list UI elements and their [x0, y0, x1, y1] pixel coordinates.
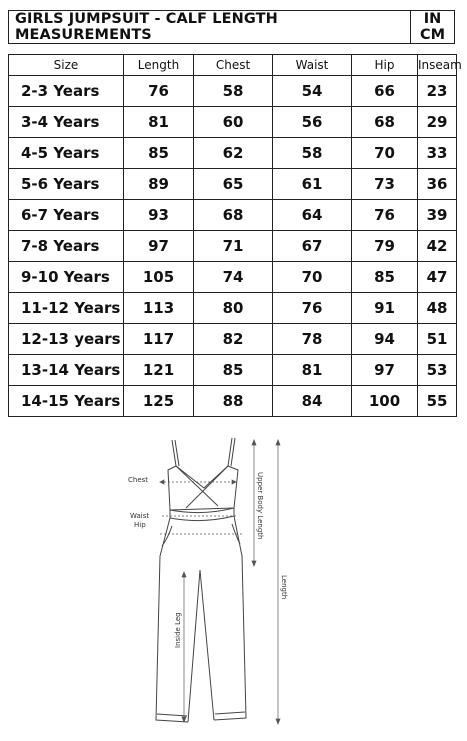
- size-cell: 6-7 Years: [9, 200, 124, 231]
- measurement-cell: 76: [273, 293, 352, 324]
- column-header: Size: [9, 55, 124, 76]
- measurement-cell: 113: [124, 293, 194, 324]
- measurement-cell: 56: [273, 107, 352, 138]
- table-row: [9, 293, 457, 324]
- table-row: [9, 200, 457, 231]
- measurement-cell: 117: [124, 324, 194, 355]
- measurement-cell: 67: [273, 231, 352, 262]
- title-bar: [8, 10, 455, 44]
- size-cell: 5-6 Years: [9, 169, 124, 200]
- column-header: Length: [124, 55, 194, 76]
- measurement-cell: 93: [124, 200, 194, 231]
- table-row: [9, 107, 457, 138]
- jumpsuit-diagram: [120, 430, 320, 735]
- measurement-cell: 51: [418, 324, 457, 355]
- table-header-row: [9, 55, 457, 76]
- column-header: Hip: [352, 55, 418, 76]
- table-row: [9, 231, 457, 262]
- chest-label: Chest: [128, 476, 149, 484]
- size-cell: 14-15 Years: [9, 386, 124, 417]
- measurement-cell: 68: [352, 107, 418, 138]
- measurement-cell: 84: [273, 386, 352, 417]
- measurement-cell: 100: [352, 386, 418, 417]
- column-header: Waist: [273, 55, 352, 76]
- measurement-cell: 85: [194, 355, 273, 386]
- size-cell: 9-10 Years: [9, 262, 124, 293]
- measurement-cell: 89: [124, 169, 194, 200]
- unit-label: IN CM: [411, 11, 455, 44]
- table-row: [9, 324, 457, 355]
- measurement-cell: 81: [273, 355, 352, 386]
- measurement-cell: 61: [273, 169, 352, 200]
- measurement-cell: 42: [418, 231, 457, 262]
- measurement-cell: 70: [273, 262, 352, 293]
- measurement-cell: 36: [418, 169, 457, 200]
- measurement-cell: 88: [194, 386, 273, 417]
- measurement-cell: 97: [352, 355, 418, 386]
- measurement-cell: 125: [124, 386, 194, 417]
- measurement-cell: 82: [194, 324, 273, 355]
- measurement-cell: 47: [418, 262, 457, 293]
- length-label: Length: [280, 575, 288, 600]
- size-cell: 2-3 Years: [9, 76, 124, 107]
- measurement-cell: 85: [124, 138, 194, 169]
- measurement-cell: 73: [352, 169, 418, 200]
- measurement-cell: 79: [352, 231, 418, 262]
- size-cell: 3-4 Years: [9, 107, 124, 138]
- column-header: Inseam: [418, 55, 457, 76]
- measurement-cell: 74: [194, 262, 273, 293]
- measurement-cell: 68: [194, 200, 273, 231]
- measurement-cell: 76: [352, 200, 418, 231]
- measurement-cell: 53: [418, 355, 457, 386]
- measurement-cell: 66: [352, 76, 418, 107]
- table-row: [9, 138, 457, 169]
- jumpsuit-illustration: [120, 430, 320, 735]
- measurement-cell: 33: [418, 138, 457, 169]
- measurement-cell: 85: [352, 262, 418, 293]
- waist-label: Waist: [130, 512, 150, 520]
- measurement-cell: 39: [418, 200, 457, 231]
- table-row: [9, 169, 457, 200]
- measurement-cell: 105: [124, 262, 194, 293]
- measurement-cell: 71: [194, 231, 273, 262]
- upper-body-length-label: Upper Body Length: [256, 472, 264, 540]
- measurement-cell: 65: [194, 169, 273, 200]
- size-chart-table: [8, 54, 462, 417]
- measurement-cell: 80: [194, 293, 273, 324]
- size-cell: 13-14 Years: [9, 355, 124, 386]
- table-row: [9, 76, 457, 107]
- size-cell: 7-8 Years: [9, 231, 124, 262]
- measurement-cell: 78: [273, 324, 352, 355]
- table-row: [9, 386, 457, 417]
- measurement-cell: 58: [194, 76, 273, 107]
- measurement-cell: 60: [194, 107, 273, 138]
- measurement-cell: 23: [418, 76, 457, 107]
- measurement-cell: 29: [418, 107, 457, 138]
- table-row: [9, 355, 457, 386]
- measurement-cell: 64: [273, 200, 352, 231]
- column-header: Chest: [194, 55, 273, 76]
- inside-leg-label: Inside Leg: [174, 612, 182, 648]
- measurement-cell: 81: [124, 107, 194, 138]
- size-cell: 12-13 years: [9, 324, 124, 355]
- measurement-cell: 76: [124, 76, 194, 107]
- measurement-cell: 54: [273, 76, 352, 107]
- page-title: GIRLS JUMPSUIT - CALF LENGTH MEASUREMENTS: [9, 11, 411, 44]
- size-cell: 4-5 Years: [9, 138, 124, 169]
- measurement-cell: 97: [124, 231, 194, 262]
- measurement-cell: 55: [418, 386, 457, 417]
- measurement-cell: 121: [124, 355, 194, 386]
- measurement-cell: 58: [273, 138, 352, 169]
- measurement-cell: 94: [352, 324, 418, 355]
- measurement-cell: 91: [352, 293, 418, 324]
- measurement-cell: 70: [352, 138, 418, 169]
- hip-label: Hip: [134, 521, 146, 529]
- table-row: [9, 262, 457, 293]
- measurement-cell: 48: [418, 293, 457, 324]
- size-cell: 11-12 Years: [9, 293, 124, 324]
- measurement-cell: 62: [194, 138, 273, 169]
